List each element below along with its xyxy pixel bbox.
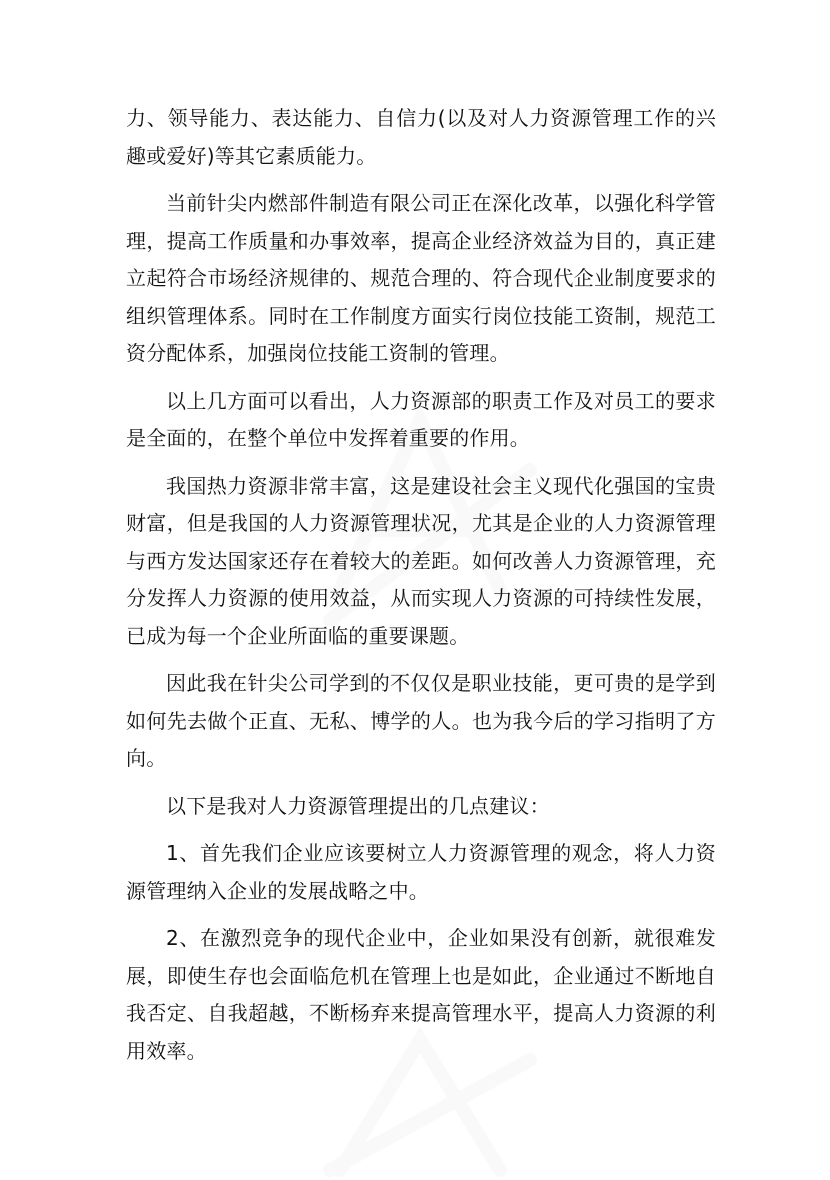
paragraph: 因此我在针尖公司学到的不仅仅是职业技能，更可贵的是学到如何先去做个正直、无私、博学的人。也为我今后的学习指明了方向。 <box>126 671 716 770</box>
document-body <box>126 100 716 1080</box>
paragraph: 当前针尖内燃部件制造有限公司正在深化改革，以强化科学管理，提高工作质量和办事效率，提高企业经济效益为目的，真正建立起符合市场经济规律的、规范合理的、符合现代企业制度要求的组织管理体系。同时在工作制度方面实行岗位技能工资制，规范工资分配体系，加强岗位技能工资制的管理。 <box>126 191 716 365</box>
paragraph: 力、领导能力、表达能力、自信力(以及对人力资源管理工作的兴趣或爱好)等其它素质能力。 <box>126 106 716 168</box>
paragraph: 以上几方面可以看出，人力资源部的职责工作及对员工的要求是全面的，在整个单位中发挥着重要的作用。 <box>126 388 716 450</box>
paragraph: 2、在激烈竞争的现代企业中，企业如果没有创新，就很难发展，即使生存也会面临危机在管理上也是如此，企业通过不断地自我否定、自我超越，不断杨弃来提高管理水平，提高人力资源的利用效率。 <box>126 926 716 1063</box>
paragraph: 我国热力资源非常丰富，这是建设社会主义现代化强国的宝贵财富，但是我国的人力资源管理状况，尤其是企业的人力资源管理与西方发达国家还存在着较大的差距。如何改善人力资源管理，充分发挥人力资源的使用效益，从而实现人力资源的可持续性发展，已成为每一个企业所面临的重要课题。 <box>126 473 716 648</box>
paragraph: 1、首先我们企业应该要树立人力资源管理的观念，将人力资源管理纳入企业的发展战略之中。 <box>126 841 716 903</box>
paragraph: 以下是我对人力资源管理提出的几点建议： <box>166 793 550 818</box>
